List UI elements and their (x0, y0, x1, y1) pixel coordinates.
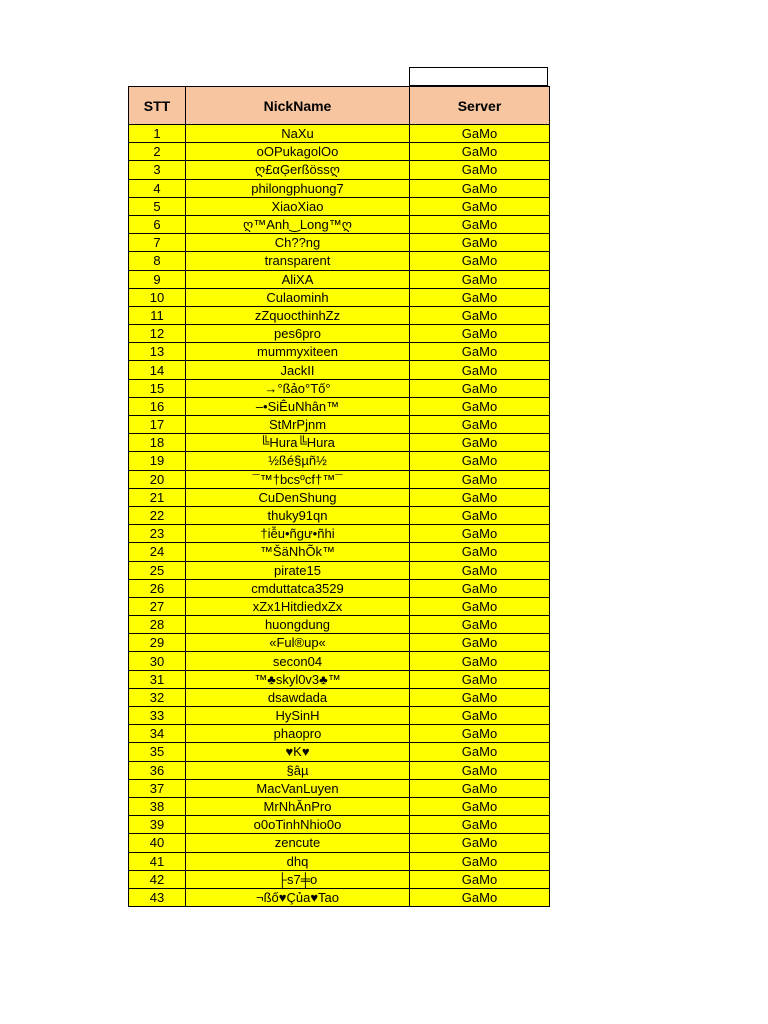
nickname-cell: philongphuong7 (186, 179, 410, 197)
table-row (129, 834, 550, 852)
stt-cell: 27 (129, 597, 186, 615)
server-cell: GaMo (410, 306, 550, 324)
stt-cell: 20 (129, 470, 186, 488)
nickname-cell: –•SiÊuNhân™ (186, 397, 410, 415)
stt-cell: 28 (129, 616, 186, 634)
nickname-cell: ™ŠäNhÕk™ (186, 543, 410, 561)
server-cell: GaMo (410, 761, 550, 779)
server-cell: GaMo (410, 252, 550, 270)
server-cell: GaMo (410, 852, 550, 870)
table-row (129, 870, 550, 888)
server-cell: GaMo (410, 670, 550, 688)
table-row (129, 306, 550, 324)
table-row (129, 579, 550, 597)
table-row (129, 525, 550, 543)
table-row (129, 725, 550, 743)
nickname-table (128, 86, 550, 907)
nickname-cell: ¯™†bcsºcf†™¯ (186, 470, 410, 488)
server-cell: GaMo (410, 143, 550, 161)
server-cell: GaMo (410, 616, 550, 634)
stt-cell: 7 (129, 234, 186, 252)
table-row (129, 470, 550, 488)
server-cell: GaMo (410, 506, 550, 524)
table-row (129, 779, 550, 797)
stt-cell: 15 (129, 379, 186, 397)
stt-cell: 6 (129, 215, 186, 233)
stt-cell: 43 (129, 888, 186, 906)
server-cell: GaMo (410, 434, 550, 452)
nickname-cell: Ch??ng (186, 234, 410, 252)
stt-cell: 35 (129, 743, 186, 761)
stt-cell: 30 (129, 652, 186, 670)
nickname-cell: §âµ (186, 761, 410, 779)
table-row (129, 125, 550, 143)
nickname-cell: oOPukagolOo (186, 143, 410, 161)
stt-cell: 36 (129, 761, 186, 779)
stt-cell: 19 (129, 452, 186, 470)
nickname-cell: →°ßảo°Tố° (186, 379, 410, 397)
table-row (129, 707, 550, 725)
nickname-cell: transparent (186, 252, 410, 270)
server-cell: GaMo (410, 725, 550, 743)
server-cell: GaMo (410, 688, 550, 706)
server-cell: GaMo (410, 634, 550, 652)
table-row (129, 416, 550, 434)
table-row (129, 506, 550, 524)
table-row (129, 816, 550, 834)
stt-cell: 26 (129, 579, 186, 597)
server-cell: GaMo (410, 125, 550, 143)
server-cell: GaMo (410, 234, 550, 252)
table-row (129, 688, 550, 706)
table-row (129, 288, 550, 306)
table-row (129, 652, 550, 670)
stt-cell: 29 (129, 634, 186, 652)
nickname-cell: StMrPjnm (186, 416, 410, 434)
stt-cell: 2 (129, 143, 186, 161)
nickname-cell: HySinH (186, 707, 410, 725)
server-cell: GaMo (410, 597, 550, 615)
nickname-column-header: NickName (186, 87, 410, 125)
stt-cell: 42 (129, 870, 186, 888)
server-cell: GaMo (410, 743, 550, 761)
empty-header-cell (409, 67, 548, 86)
server-cell: GaMo (410, 343, 550, 361)
nickname-cell: MrNhĂnPro (186, 797, 410, 815)
table-row (129, 161, 550, 179)
nickname-cell: o0oTinhNhio0o (186, 816, 410, 834)
stt-cell: 11 (129, 306, 186, 324)
stt-cell: 41 (129, 852, 186, 870)
server-cell: GaMo (410, 779, 550, 797)
stt-cell: 21 (129, 488, 186, 506)
nickname-cell: secon04 (186, 652, 410, 670)
table-row (129, 634, 550, 652)
table-row (129, 234, 550, 252)
table-row (129, 488, 550, 506)
server-cell: GaMo (410, 161, 550, 179)
nickname-cell: mummyxiteen (186, 343, 410, 361)
nickname-cell: dsawdada (186, 688, 410, 706)
table-row (129, 761, 550, 779)
stt-cell: 22 (129, 506, 186, 524)
server-cell: GaMo (410, 470, 550, 488)
nickname-cell: ღ™Anh‿Long™ღ (186, 215, 410, 233)
table-row (129, 252, 550, 270)
stt-cell: 38 (129, 797, 186, 815)
server-cell: GaMo (410, 397, 550, 415)
server-cell: GaMo (410, 379, 550, 397)
table-row (129, 215, 550, 233)
server-cell: GaMo (410, 197, 550, 215)
nickname-cell: ♥K♥ (186, 743, 410, 761)
nickname-cell: JackII (186, 361, 410, 379)
nickname-cell: ½ßé§µñ½ (186, 452, 410, 470)
nickname-cell: pes6pro (186, 325, 410, 343)
server-cell: GaMo (410, 452, 550, 470)
stt-cell: 18 (129, 434, 186, 452)
server-cell: GaMo (410, 416, 550, 434)
server-cell: GaMo (410, 361, 550, 379)
nickname-cell: ╚Hura╚Hura (186, 434, 410, 452)
table-row (129, 179, 550, 197)
nickname-cell: huongdung (186, 616, 410, 634)
nickname-cell: NaXu (186, 125, 410, 143)
table-row (129, 616, 550, 634)
stt-cell: 32 (129, 688, 186, 706)
nickname-cell: thuky91qn (186, 506, 410, 524)
server-cell: GaMo (410, 525, 550, 543)
table-row (129, 797, 550, 815)
server-cell: GaMo (410, 543, 550, 561)
nickname-cell: †iễu•ñgư•ñhi (186, 525, 410, 543)
stt-cell: 9 (129, 270, 186, 288)
table-row (129, 452, 550, 470)
server-cell: GaMo (410, 797, 550, 815)
nickname-cell: ღ£αĢerßössღ (186, 161, 410, 179)
table-row (129, 670, 550, 688)
server-cell: GaMo (410, 652, 550, 670)
stt-cell: 14 (129, 361, 186, 379)
stt-cell: 3 (129, 161, 186, 179)
nickname-cell: MacVanLuyen (186, 779, 410, 797)
server-cell: GaMo (410, 579, 550, 597)
table-row (129, 143, 550, 161)
server-cell: GaMo (410, 179, 550, 197)
stt-cell: 25 (129, 561, 186, 579)
stt-cell: 31 (129, 670, 186, 688)
server-cell: GaMo (410, 270, 550, 288)
stt-cell: 4 (129, 179, 186, 197)
header-row (129, 87, 550, 125)
nickname-cell: XiaoXiao (186, 197, 410, 215)
stt-cell: 34 (129, 725, 186, 743)
table-row (129, 361, 550, 379)
nickname-cell: ¬ßố♥Çủa♥Tao (186, 888, 410, 906)
table-row (129, 852, 550, 870)
table-row (129, 270, 550, 288)
stt-cell: 5 (129, 197, 186, 215)
stt-cell: 17 (129, 416, 186, 434)
nickname-cell: zencute (186, 834, 410, 852)
server-cell: GaMo (410, 215, 550, 233)
stt-cell: 33 (129, 707, 186, 725)
nickname-cell: pirate15 (186, 561, 410, 579)
stt-cell: 1 (129, 125, 186, 143)
stt-cell: 37 (129, 779, 186, 797)
table-row (129, 197, 550, 215)
server-cell: GaMo (410, 707, 550, 725)
table-row (129, 561, 550, 579)
server-cell: GaMo (410, 325, 550, 343)
nickname-cell: CuDenShung (186, 488, 410, 506)
stt-cell: 24 (129, 543, 186, 561)
stt-cell: 10 (129, 288, 186, 306)
stt-column-header: STT (129, 87, 186, 125)
server-cell: GaMo (410, 288, 550, 306)
table-row (129, 325, 550, 343)
stt-cell: 40 (129, 834, 186, 852)
server-cell: GaMo (410, 834, 550, 852)
table-row (129, 343, 550, 361)
nickname-cell: cmduttatca3529 (186, 579, 410, 597)
nickname-cell: ™♣skyl0v3♣™ (186, 670, 410, 688)
server-cell: GaMo (410, 561, 550, 579)
stt-cell: 13 (129, 343, 186, 361)
stt-cell: 39 (129, 816, 186, 834)
nickname-cell: phaopro (186, 725, 410, 743)
server-column-header: Server (410, 87, 550, 125)
server-cell: GaMo (410, 816, 550, 834)
stt-cell: 8 (129, 252, 186, 270)
nickname-cell: AliXA (186, 270, 410, 288)
table-row (129, 888, 550, 906)
nickname-cell: ├s7╪o (186, 870, 410, 888)
server-cell: GaMo (410, 488, 550, 506)
server-cell: GaMo (410, 888, 550, 906)
table-row (129, 743, 550, 761)
server-cell: GaMo (410, 870, 550, 888)
stt-cell: 23 (129, 525, 186, 543)
stt-cell: 12 (129, 325, 186, 343)
nickname-cell: xZx1HitdiedxZx (186, 597, 410, 615)
table-row (129, 397, 550, 415)
table-row (129, 543, 550, 561)
nickname-cell: «Ful®up« (186, 634, 410, 652)
stt-cell: 16 (129, 397, 186, 415)
table-row (129, 379, 550, 397)
nickname-cell: dhq (186, 852, 410, 870)
table-row (129, 597, 550, 615)
nickname-cell: zZquocthinhZz (186, 306, 410, 324)
nickname-cell: Culaominh (186, 288, 410, 306)
table-row (129, 434, 550, 452)
